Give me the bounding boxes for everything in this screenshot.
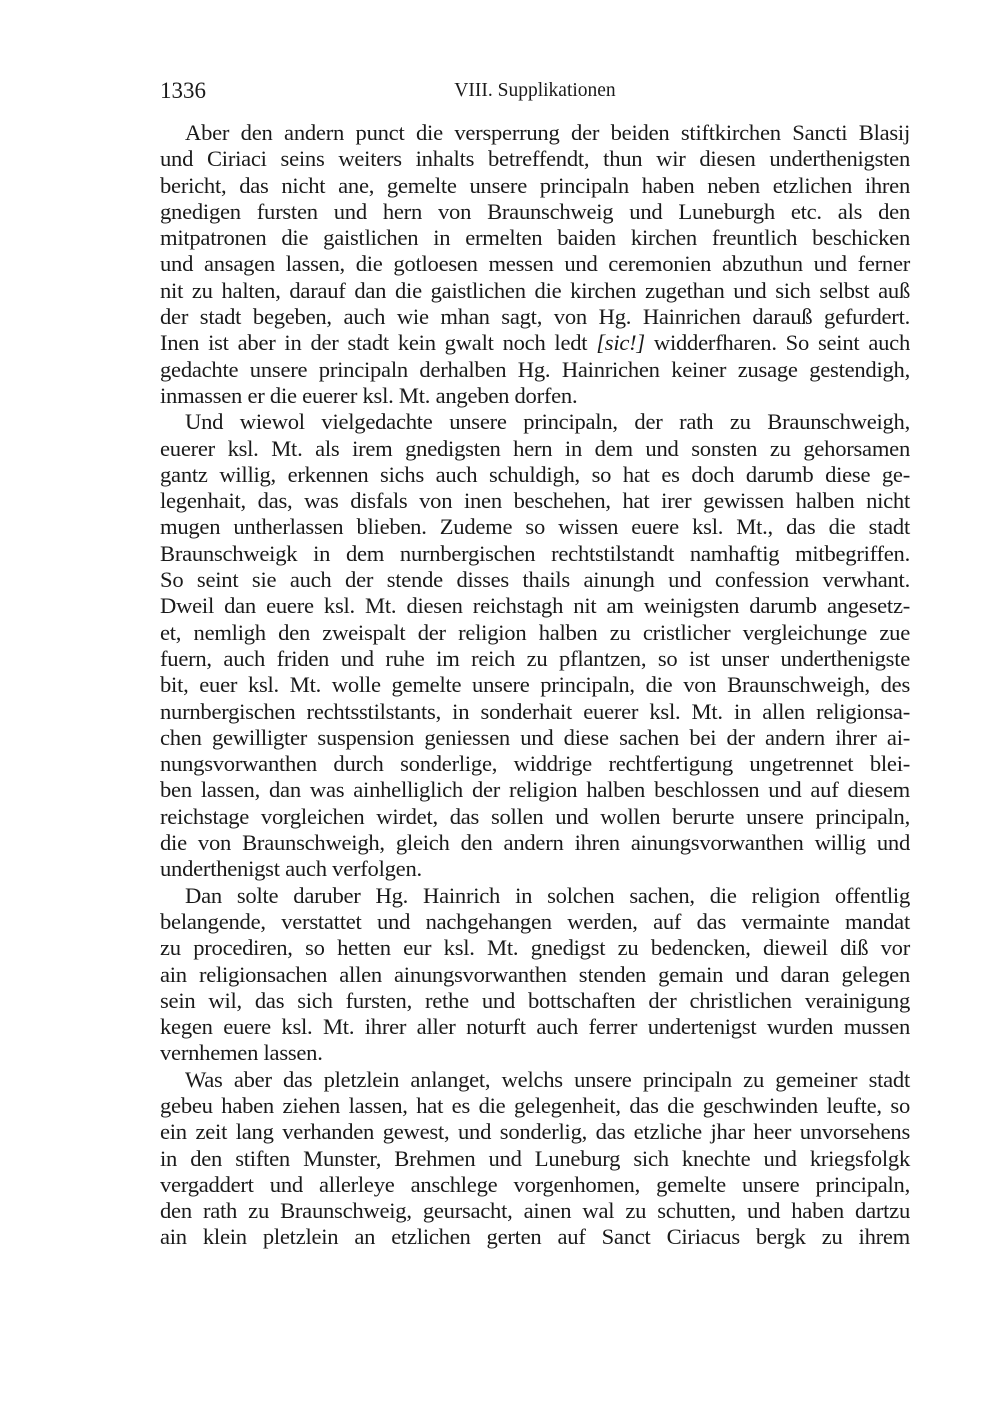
text-line: und ansagen lassen, die gotloesen messen und ceremonien abzuthun und ferner <box>160 251 910 277</box>
text-line: belangende, verstattet und nachgehangen werden, auf das vermainte mandat <box>160 908 910 934</box>
text-line: mitpatronen die gaistlichen in ermelten baiden kirchen freuntlich beschicken <box>160 225 910 251</box>
text-line: nurnbergischen rechtsstilstants, in sonderhait euerer ksl. Mt. in allen religionsa- <box>160 698 910 724</box>
text-line: Und wiewol vielgedachte unsere principaln, der rath zu Braunschweigh, <box>185 409 910 435</box>
text-segment: widderfharen. So seint auch <box>644 330 910 356</box>
text-line: ain klein pletzlein an etzlichen gerten auf Sanct Ciriacus bergk zu ihrem <box>160 1224 910 1250</box>
paragraph-1 <box>160 120 910 409</box>
body-text <box>160 120 910 1251</box>
text-line: in den stiften Munster, Brehmen und Luneburg sich knechte und kriegsfolgk <box>160 1145 910 1171</box>
text-line: ain religionsachen allen ainungsvorwanthen stenden gemain und daran gelegen <box>160 961 910 987</box>
text-line: nit zu halten, darauf dan die gaistlichen die kirchen zugethan und sich selbst auß <box>160 277 910 303</box>
text-line: die von Braunschweigh, gleich den andern ihren ainungsvorwanthen willig und <box>160 830 910 856</box>
page-number: 1336 <box>160 78 206 103</box>
text-line: gnedigen fursten und hern von Braunschweig und Luneburgh etc. als den <box>160 198 910 224</box>
text-line: Braunschweigk in dem nurnbergischen rechtstilstandt namhaftig mitbegriffen. <box>160 540 910 566</box>
text-line: der stadt begeben, auch wie mhan sagt, von Hg. Hainrichen darauß gefurdert. <box>160 304 910 330</box>
text-line: sein wil, das sich fursten, rethe und bottschaften der christlichen verainigung <box>160 987 910 1013</box>
text-segment: Inen ist aber in der stadt kein gwalt noch ledt <box>160 330 597 356</box>
text-line: inmassen er die euerer ksl. Mt. angeben dorfen. <box>160 382 578 408</box>
sic-annotation: [sic!] <box>596 330 645 356</box>
text-line: Aber den andern punct die versperrung der beiden stiftkirchen Sancti Blasij <box>185 120 910 145</box>
text-line: vernhemen lassen. <box>160 1040 323 1066</box>
text-line: kegen euere ksl. Mt. ihrer aller noturft auch ferrer undertenigst wurden mussen <box>160 1014 910 1040</box>
text-line: bericht, das nicht ane, gemelte unsere principaln haben neben etzlichen ihren <box>160 172 910 198</box>
text-line: vergaddert und allerleye anschlege vorgenhomen, gemelte unsere principaln, <box>160 1171 910 1197</box>
paragraph-2 <box>160 409 910 882</box>
text-line: gebeu haben ziehen lassen, hat es die gelegenheit, das die geschwinden leufte, so <box>160 1092 910 1118</box>
text-line: legenhait, das, was disfals von inen beschehen, hat irer gewissen halben nicht <box>160 488 910 514</box>
text-line: euerer ksl. Mt. als irem gnedigsten hern in dem und sonsten zu gehorsamen <box>160 435 910 461</box>
text-line: zu procediren, so hetten eur ksl. Mt. gnedigst zu bedencken, dieweil diß vor <box>160 935 910 961</box>
running-header <box>160 78 910 108</box>
paragraph-4 <box>160 1067 910 1251</box>
section-title: VIII. Supplikationen <box>454 80 616 101</box>
text-line: gedachte unsere principaln derhalben Hg. Hainrichen keiner zusage gestendigh, <box>160 356 910 382</box>
text-line: chen gewilligter suspension geniessen und diese sachen bei der andern ihrer ai- <box>160 724 910 750</box>
paragraph-3 <box>160 883 910 1067</box>
text-line: mugen untherlassen blieben. Zudeme so wissen euere ksl. Mt., das die stadt <box>160 514 910 540</box>
text-line: So seint sie auch der stende disses thails ainungh und confession verwhant. <box>160 567 910 593</box>
text-line: Was aber das pletzlein anlanget, welchs unsere principaln zu gemeiner stadt <box>185 1066 910 1092</box>
text-line: und Ciriaci seins weiters inhalts betreffendt, thun wir diesen underthenigsten <box>160 146 910 172</box>
text-line: ben lassen, dan was ainhelliglich der religion halben beschlossen und auf diesem <box>160 777 910 803</box>
text-line: et, nemligh den zweispalt der religion halben zu cristlicher vergleichunge zue <box>160 619 910 645</box>
text-line: Dan solte daruber Hg. Hainrich in solchen sachen, die religion offentlig <box>185 882 910 908</box>
text-line-with-sic <box>160 330 910 356</box>
text-line: gantz willig, erkennen sichs auch schuldigh, so hat es doch darumb diese ge- <box>160 461 910 487</box>
text-line: underthenigst auch verfolgen. <box>160 856 422 882</box>
text-line: Dweil dan euere ksl. Mt. diesen reichstagh nit am weinigsten darumb angesetz- <box>160 593 910 619</box>
text-line: ein zeit lang verhanden gewest, und sonderlig, das etzliche jhar heer unvorsehens <box>160 1119 910 1145</box>
text-line: reichstage vorgleichen wirdet, das sollen und wollen berurte unsere principaln, <box>160 803 910 829</box>
text-line: nungsvorwanthen durch sonderlige, widdrige rechtfertigung ungetrennet blei- <box>160 751 910 777</box>
text-line: den rath zu Braunschweig, geursacht, ainen wal zu schutten, und haben dartzu <box>160 1198 910 1224</box>
text-line: fuern, auch friden und ruhe im reich zu pflantzen, so ist unser underthenigste <box>160 645 910 671</box>
text-line: bit, euer ksl. Mt. wolle gemelte unsere principaln, die von Braunschweigh, des <box>160 672 910 698</box>
